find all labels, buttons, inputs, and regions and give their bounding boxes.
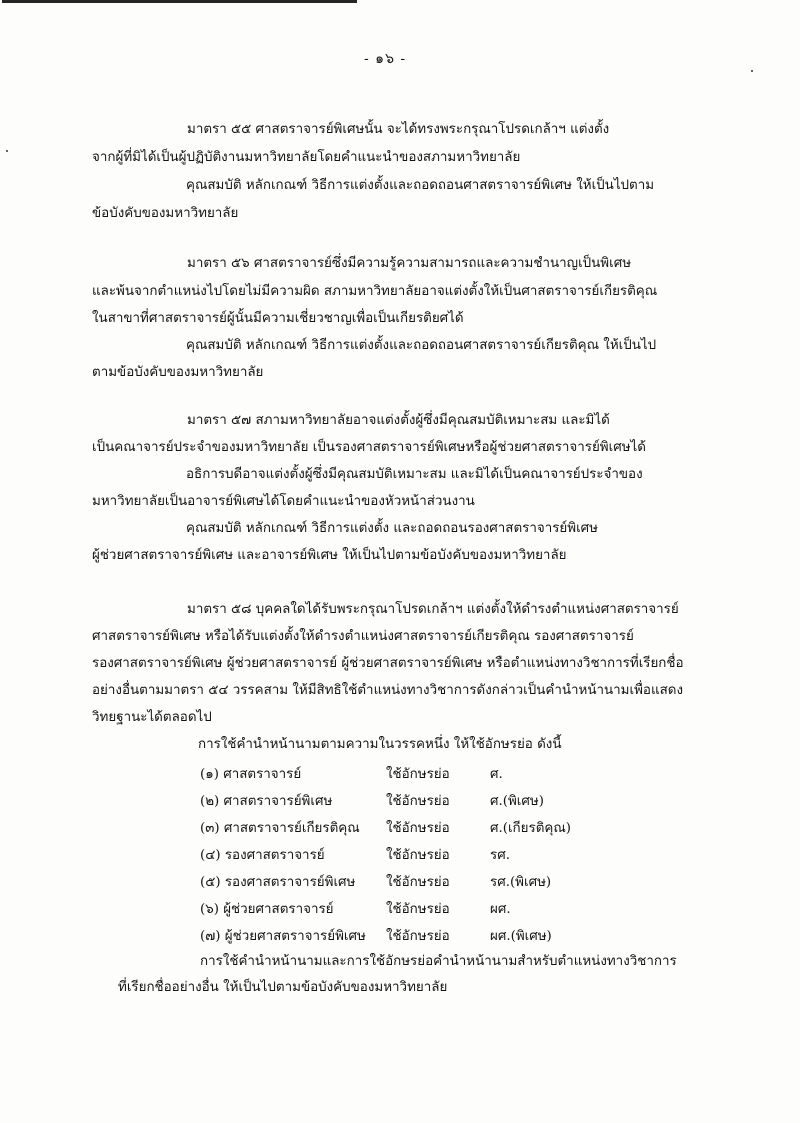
abbreviation-row [200,792,760,812]
abbreviation-short: ผศ.(พิเศษ) [490,929,552,944]
abbreviation-short: ผศ. [490,902,511,917]
abbreviation-title: (๕) รองศาสตราจารย์พิเศษ [200,875,356,890]
abbreviation-title: (๑) ศาสตราจารย์ [200,767,302,782]
abbreviation-short: ศ. [490,767,503,782]
abbreviation-title: (๓) ศาสตราจารย์เกียรติคุณ [200,821,360,836]
abbreviation-short: รศ.(พิเศษ) [490,875,552,890]
section-57-line: มหาวิทยาลัยเป็นอาจารย์พิเศษได้โดยคำแนะนำของหัวหน้าส่วนงาน [92,494,475,509]
section-58-line: มาตรา ๕๘ บุคคลใดได้รับพระกรุณาโปรดเกล้าฯ แต่งตั้งให้ดำรงตำแหน่งศาสตราจารย์ [187,602,679,617]
section-58-line: ศาสตราจารย์พิเศษ หรือได้รับแต่งตั้งให้ดำรงตำแหน่งศาสตราจารย์เกียรติคุณ รองศาสตราจารย์ [92,629,634,644]
section-56-line: ในสาขาที่ศาสตราจารย์ผู้นั้นมีความเชี่ยวชาญเพื่อเป็นเกียรติยศได้ [92,311,464,326]
scan-speck [751,70,753,72]
closing-line: ที่เรียกชื่ออย่างอื่น ให้เป็นไปตามข้อบังคับของมหาวิทยาลัย [118,980,448,995]
abbreviation-verb: ใช้อักษรย่อ [386,929,450,944]
abbreviation-row [200,873,760,893]
abbreviation-verb: ใช้อักษรย่อ [386,821,450,836]
abbreviation-verb: ใช้อักษรย่อ [386,902,450,917]
abbreviation-verb: ใช้อักษรย่อ [386,875,450,890]
abbreviation-row [200,900,760,920]
section-55-line: มาตรา ๕๕ ศาสตราจารย์พิเศษนั้น จะได้ทรงพระกรุณาโปรดเกล้าฯ แต่งตั้ง [187,122,610,137]
abbreviation-short: ศ.(เกียรติคุณ) [490,821,572,836]
closing-line: การใช้คำนำหน้านามและการใช้อักษรย่อคำนำหน้านามสำหรับตำแหน่งทางวิชาการ [200,954,677,969]
abbreviation-short: รศ. [490,848,510,863]
abbreviation-title: (๔) รองศาสตราจารย์ [200,848,325,863]
section-58-line: รองศาสตราจารย์พิเศษ ผู้ช่วยศาสตราจารย์ ผู้ช่วยศาสตราจารย์พิเศษ หรือตำแหน่งทางวิชาการที่เรียกชื่อ [92,656,684,671]
abbreviation-row [200,927,760,947]
abbreviation-row [200,819,760,839]
section-57-line: มาตรา ๕๗ สภามหาวิทยาลัยอาจแต่งตั้งผู้ซึ่งมีคุณสมบัติเหมาะสม และมิได้ [187,413,610,428]
section-58-line: อย่างอื่นตามมาตรา ๕๔ วรรคสาม ให้มีสิทธิใช้ตำแหน่งทางวิชาการดังกล่าวเป็นคำนำหน้านามเพื่อแสดง [92,683,683,698]
abbreviation-verb: ใช้อักษรย่อ [386,794,450,809]
abbreviation-verb: ใช้อักษรย่อ [386,848,450,863]
abbreviation-title: (๒) ศาสตราจารย์พิเศษ [200,794,333,809]
page-number: - ๑๖ - [364,51,407,67]
section-58-line: วิทยฐานะได้ตลอดไป [92,710,212,725]
section-57-line: คุณสมบัติ หลักเกณฑ์ วิธีการแต่งตั้ง และถอดถอนรองศาสตราจารย์พิเศษ [186,521,599,536]
abbreviation-row [200,765,760,785]
section-56-line: มาตรา ๕๖ ศาสตราจารย์ซึ่งมีความรู้ความสามารถและความชำนาญเป็นพิเศษ [187,256,632,271]
section-57-line: เป็นคณาจารย์ประจำของมหาวิทยาลัย เป็นรองศาสตราจารย์พิเศษหรือผู้ช่วยศาสตราจารย์พิเศษได้ [92,440,646,455]
section-56-line: คุณสมบัติ หลักเกณฑ์ วิธีการแต่งตั้งและถอดถอนศาสตราจารย์เกียรติคุณ ให้เป็นไป [186,338,657,353]
section-57-line: อธิการบดีอาจแต่งตั้งผู้ซึ่งมีคุณสมบัติเหมาะสม และมิได้เป็นคณาจารย์ประจำของ [186,467,643,482]
abbreviation-verb: ใช้อักษรย่อ [386,767,450,782]
section-56-line: และพ้นจากตำแหน่งไปโดยไม่มีความผิด สภามหาวิทยาลัยอาจแต่งตั้งให้เป็นศาสตราจารย์เกียรติคุณ [92,284,658,299]
abbreviation-title: (๗) ผู้ช่วยศาสตราจารย์พิเศษ [200,929,366,944]
scan-edge-line [2,0,357,3]
section-55-line: ข้อบังคับของมหาวิทยาลัย [92,206,239,221]
abbreviation-row [200,846,760,866]
abbreviation-short: ศ.(พิเศษ) [490,794,544,809]
section-56-line: ตามข้อบังคับของมหาวิทยาลัย [92,365,264,380]
abbreviation-title: (๖) ผู้ช่วยศาสตราจารย์ [200,902,334,917]
scan-speck [6,150,8,152]
section-55-line: คุณสมบัติ หลักเกณฑ์ วิธีการแต่งตั้งและถอดถอนศาสตราจารย์พิเศษ ให้เป็นไปตาม [186,178,655,193]
section-55-line: จากผู้ที่มิได้เป็นผู้ปฏิบัติงานมหาวิทยาลัยโดยคำแนะนำของสภามหาวิทยาลัย [92,150,521,165]
section-58-line: การใช้คำนำหน้านามตามความในวรรคหนึ่ง ให้ใช้อักษรย่อ ดังนี้ [198,737,562,752]
section-57-line: ผู้ช่วยศาสตราจารย์พิเศษ และอาจารย์พิเศษ ให้เป็นไปตามข้อบังคับของมหาวิทยาลัย [92,548,567,563]
